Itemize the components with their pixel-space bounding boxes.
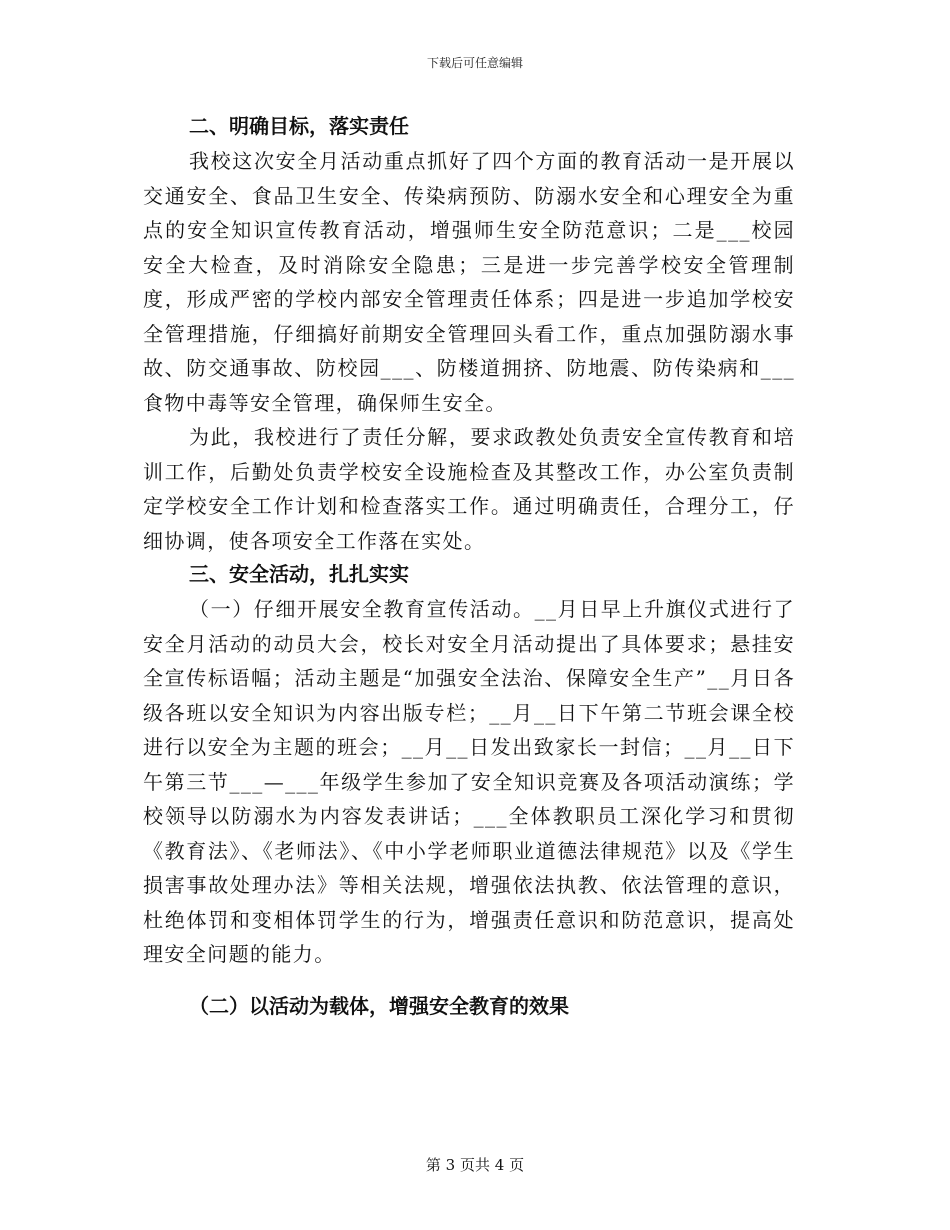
section-heading: 三、安全活动，扎扎实实 bbox=[189, 562, 409, 586]
paragraph: 为此，我校进行了责任分解，要求政教处负责安全宣传教育和培训工作，后勤处负责学校安全设施检查及其整改工作，办公室负责制定学校安全工作计划和检查落实工作。通过明确责任，合理分工，仔细协调，使各项安全工作落在实处。 bbox=[143, 425, 795, 553]
header-note: 下载后可任意编辑 bbox=[426, 56, 523, 70]
document-body bbox=[143, 110, 795, 1024]
sub-heading: （二）以活动为载体，增强安全教育的效果 bbox=[189, 993, 569, 1018]
paragraph: 我校这次安全月活动重点抓好了四个方面的教育活动一是开展以交通安全、食品卫生安全、传染病预防、防溺水安全和心理安全为重点的安全知识宣传教育活动，增强师生安全防范意识；二是___校园安全大检查，及时消除安全隐患；三是进一步完善学校安全管理制度，形成严密的学校内部安全管理责任体系；四是进一步追加学校安全管理措施，仔细搞好前期安全管理回头看工作，重点加强防溺水事故、防交通事故、防校园___、防楼道拥挤、防地震、防传染病和___食物中毒等安全管理，确保师生安全。 bbox=[143, 149, 795, 415]
page-number: 第 3 页共 4 页 bbox=[425, 1156, 525, 1174]
paragraph: （一）仔细开展安全教育宣传活动。__月日早上升旗仪式进行了安全月活动的动员大会，校长对安全月活动提出了具体要求；悬挂安全宣传标语幅；活动主题是“加强安全法治、保障安全生产”__月日各级各班以安全知识为内容出版专栏；__月__日下午第二节班会课全校进行以安全为主题的班会；__月__日发出致家长一封信；__月__日下午第三节___—___年级学生参加了安全知识竞赛及各项活动演练；学校领导以防溺水为内容发表讲话；___全体教职员工深化学习和贯彻《教育法》、《老师法》、《中小学老师职业道德法律规范》以及《学生损害事故处理办法》等相关法规，增强依法执教、依法管理的意识，杜绝体罚和变相体罚学生的行为，增强责任意识和防范意识，提高处理安全问题的能力。 bbox=[143, 597, 795, 966]
section-heading: 二、明确目标，落实责任 bbox=[189, 114, 409, 138]
